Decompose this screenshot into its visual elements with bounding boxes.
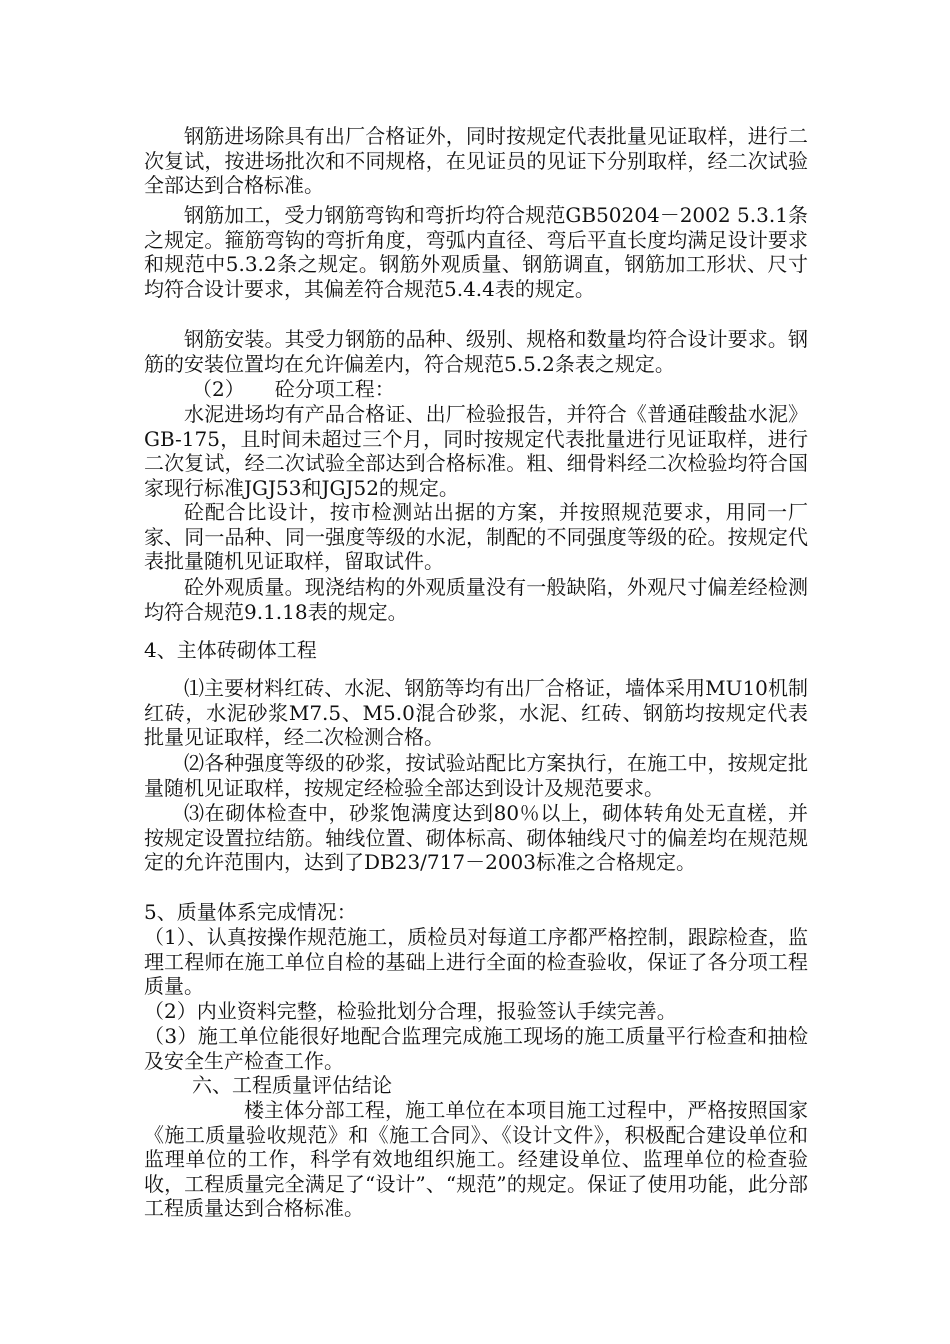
- cement-paragraph: 水泥进场均有产品合格证、出厂检验报告，并符合《普通硅酸盐水泥》GB-175，且时间未超过三个月，同时按规定代表批量进行见证取样，进行二次复试，经二次试验全部达到合格标准。粗、细骨料经二次检验均符合国家现行标准JGJ53和JGJ52的规定。: [144, 402, 808, 500]
- quality-system-item-2: （2）内业资料完整，检验批划分合理，报验签认手续完善。: [144, 999, 677, 1023]
- steel-entry-paragraph: 钢筋进场除具有出厂合格证外，同时按规定代表批量见证取样，进行二次复试，按进场批次和不同规格，在见证员的见证下分别取样，经二次试验全部达到合格标准。: [144, 124, 808, 198]
- masonry-materials-paragraph: ⑴主要材料红砖、水泥、钢筋等均有出厂合格证，墙体采用MU10机制红砖，水泥砂浆M7.5、M5.0混合砂浆，水泥、红砖、钢筋均按规定代表批量见证取样，经二次检测合格。: [144, 676, 808, 750]
- conclusion-paragraph: 楼主体分部工程，施工单位在本项目施工过程中，严格按照国家《施工质量验收规范》和《施工合同》、《设计文件》，积极配合建设单位和监理单位的工作，科学有效地组织施工。经建设单位、监理单位的检查验收，工程质量完全满足了“设计”、“规范”的规定。保证了使用功能，此分部工程质量达到合格标准。: [144, 1098, 808, 1221]
- quality-system-heading: 5、质量体系完成情况：: [144, 900, 357, 924]
- mortar-paragraph: ⑵各种强度等级的砂浆，按试验站配比方案执行，在施工中，按规定批量随机见证取样，按规定经检验全部达到设计及规范要求。: [144, 751, 808, 800]
- mix-design-paragraph: 砼配合比设计，按市检测站出据的方案，并按照规范要求，用同一厂家、同一品种、同一强度等级的水泥，制配的不同强度等级的砼。按规定代表批量随机见证取样，留取试件。: [144, 500, 808, 574]
- quality-system-item-1: （1）、认真按操作规范施工，质检员对每道工序都严格控制，跟踪检查，监理工程师在施工单位自检的基础上进行全面的检查验收，保证了各分项工程质量。: [144, 925, 808, 999]
- concrete-heading: （2） 砼分项工程：: [192, 377, 395, 401]
- quality-system-item-3: （3）施工单位能很好地配合监理完成施工现场的施工质量平行检查和抽检及安全生产检查工作。: [144, 1024, 808, 1073]
- concrete-appearance-paragraph: 砼外观质量。现浇结构的外观质量没有一般缺陷，外观尺寸偏差经检测均符合规范9.1.18表的规定。: [144, 575, 808, 624]
- conclusion-heading: 六、工程质量评估结论: [192, 1073, 392, 1097]
- steel-installation-paragraph: 钢筋安装。其受力钢筋的品种、级别、规格和数量均符合设计要求。钢筋的安装位置均在允许偏差内，符合规范5.5.2条表之规定。: [144, 327, 808, 376]
- masonry-heading: 4、主体砖砌体工程: [144, 638, 317, 662]
- steel-processing-paragraph: 钢筋加工，受力钢筋弯钩和弯折均符合规范GB50204－2002 5.3.1条之规定。箍筋弯钩的弯折角度，弯弧内直径、弯后平直长度均满足设计要求和规范中5.3.2条之规定。钢筋外观质量、钢筋调直，钢筋加工形状、尺寸均符合设计要求，其偏差符合规范5.4.4表的规定。: [144, 203, 808, 301]
- masonry-inspection-paragraph: ⑶在砌体检查中，砂浆饱满度达到80％以上，砌体转角处无直槎，并按规定设置拉结筋。轴线位置、砌体标高、砌体轴线尺寸的偏差均在规范规定的允许范围内，达到了DB23/717－2003标准之合格规定。: [144, 801, 808, 875]
